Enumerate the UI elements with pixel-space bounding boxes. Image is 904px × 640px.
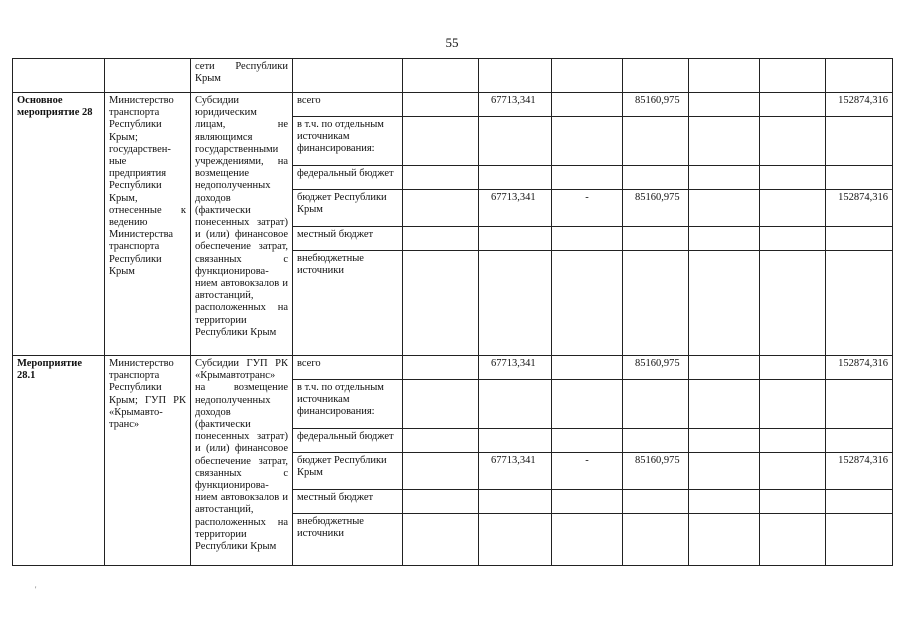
cell-empty [689, 117, 760, 166]
cell-empty [760, 190, 826, 227]
cell-empty [552, 59, 623, 93]
cell-empty [403, 251, 479, 356]
total-cell [826, 490, 893, 514]
funding-source-cell: местный бюджет [293, 227, 403, 251]
value-cell-1: 67713,341 [479, 356, 552, 380]
value-cell-1 [479, 166, 552, 190]
funding-source-cell: в т.ч. по отдельным источникам финансирования: [293, 380, 403, 429]
cell-empty [689, 380, 760, 429]
value-cell-2 [552, 514, 623, 566]
cell-empty [403, 166, 479, 190]
cell-empty [689, 59, 760, 93]
total-cell: 152874,316 [826, 93, 893, 117]
value-cell-3 [623, 251, 689, 356]
cell-empty [403, 380, 479, 429]
value-cell-3: 85160,975 [623, 453, 689, 490]
cell-empty [403, 453, 479, 490]
total-cell [826, 227, 893, 251]
cell-empty [689, 251, 760, 356]
cell-empty [689, 227, 760, 251]
cell-empty [689, 190, 760, 227]
value-cell-3 [623, 380, 689, 429]
value-cell-3 [623, 429, 689, 453]
total-cell: 152874,316 [826, 356, 893, 380]
cell-empty [403, 190, 479, 227]
cell-empty [13, 59, 105, 93]
funding-source-cell: всего [293, 356, 403, 380]
value-cell-2 [552, 490, 623, 514]
responsible-cell: Министерство транспорта Республики Крым; государствен-ные предприятия Республики Крым, отнесенные к ведению Министерства транспорта Республики Крым [105, 93, 191, 356]
total-cell [826, 514, 893, 566]
cell-empty [403, 356, 479, 380]
value-cell-1 [479, 251, 552, 356]
table-row-top [13, 59, 893, 93]
description-cell: Субсидии юридическим лицам, не являющимся государственными учреждениями, на возмещение недополученных доходов (фактически понесенных затрат) и (или) финансовое обеспечение затрат, связанных с функционирова-нием автовокзалов и автостанций, расположенных на территории Республики Крым [191, 93, 293, 356]
top-description-cell: сети Республики Крым [191, 59, 293, 93]
funding-source-cell: внебюджетные источники [293, 251, 403, 356]
cell-empty [760, 453, 826, 490]
cell-empty [403, 117, 479, 166]
cell-empty [689, 453, 760, 490]
total-cell: 152874,316 [826, 190, 893, 227]
total-cell [826, 380, 893, 429]
cell-empty [403, 227, 479, 251]
cell-empty [403, 59, 479, 93]
cell-empty [689, 514, 760, 566]
value-cell-1 [479, 490, 552, 514]
cell-empty [689, 166, 760, 190]
value-cell-2 [552, 429, 623, 453]
section-title: Основное мероприятие 28 [13, 93, 105, 356]
funding-source-cell: бюджет Республики Крым [293, 453, 403, 490]
value-cell-2 [552, 251, 623, 356]
value-cell-1 [479, 429, 552, 453]
value-cell-3: 85160,975 [623, 190, 689, 227]
value-cell-2 [552, 93, 623, 117]
funding-source-cell: в т.ч. по отдельным источникам финансирования: [293, 117, 403, 166]
value-cell-1 [479, 514, 552, 566]
cell-empty [623, 59, 689, 93]
table-row [13, 356, 893, 380]
value-cell-1 [479, 227, 552, 251]
value-cell-1: 67713,341 [479, 190, 552, 227]
cell-empty [689, 429, 760, 453]
cell-empty [689, 490, 760, 514]
scan-mark: ' [35, 585, 37, 594]
responsible-cell: Министерство транспорта Республики Крым; ГУП РК «Крымавто-транс» [105, 356, 191, 566]
value-cell-2 [552, 117, 623, 166]
cell-empty [403, 514, 479, 566]
cell-empty [689, 93, 760, 117]
cell-empty [826, 59, 893, 93]
cell-empty [479, 59, 552, 93]
value-cell-1: 67713,341 [479, 93, 552, 117]
cell-empty [403, 490, 479, 514]
cell-empty [105, 59, 191, 93]
value-cell-2 [552, 227, 623, 251]
total-cell [826, 429, 893, 453]
cell-empty [403, 93, 479, 117]
total-cell [826, 166, 893, 190]
funding-source-cell: внебюджетные источники [293, 514, 403, 566]
cell-empty [760, 380, 826, 429]
cell-empty [760, 429, 826, 453]
total-cell [826, 251, 893, 356]
cell-empty [689, 356, 760, 380]
total-cell [826, 117, 893, 166]
value-cell-3: 85160,975 [623, 93, 689, 117]
funding-source-cell: федеральный бюджет [293, 429, 403, 453]
sections-body [13, 93, 893, 566]
cell-empty [760, 356, 826, 380]
cell-empty [760, 227, 826, 251]
cell-empty [760, 166, 826, 190]
budget-table [12, 58, 893, 566]
value-cell-2: - [552, 453, 623, 490]
cell-empty [760, 117, 826, 166]
value-cell-1: 67713,341 [479, 453, 552, 490]
funding-source-cell: бюджет Республики Крым [293, 190, 403, 227]
cell-empty [760, 251, 826, 356]
value-cell-3 [623, 166, 689, 190]
funding-source-cell: местный бюджет [293, 490, 403, 514]
value-cell-3: 85160,975 [623, 356, 689, 380]
cell-empty [760, 93, 826, 117]
value-cell-2 [552, 380, 623, 429]
description-cell: Субсидии ГУП РК «Крымавтотранс» на возмещение недополученных доходов (фактически понесенных затрат) и (или) финансовое обеспечение затрат, связанных с функционирова-нием автовокзалов и автостанций, расположенных на территории Республики Крым [191, 356, 293, 566]
value-cell-3 [623, 117, 689, 166]
total-cell: 152874,316 [826, 453, 893, 490]
value-cell-1 [479, 117, 552, 166]
value-cell-2 [552, 356, 623, 380]
funding-source-cell: всего [293, 93, 403, 117]
cell-empty [403, 429, 479, 453]
cell-empty [760, 59, 826, 93]
page-number: 55 [445, 35, 459, 50]
value-cell-1 [479, 380, 552, 429]
cell-empty [293, 59, 403, 93]
cell-empty [760, 490, 826, 514]
value-cell-2: - [552, 190, 623, 227]
value-cell-2 [552, 166, 623, 190]
cell-empty [760, 514, 826, 566]
value-cell-3 [623, 490, 689, 514]
value-cell-3 [623, 227, 689, 251]
value-cell-3 [623, 514, 689, 566]
section-title: Мероприятие 28.1 [13, 356, 105, 566]
funding-source-cell: федеральный бюджет [293, 166, 403, 190]
table-row [13, 93, 893, 117]
